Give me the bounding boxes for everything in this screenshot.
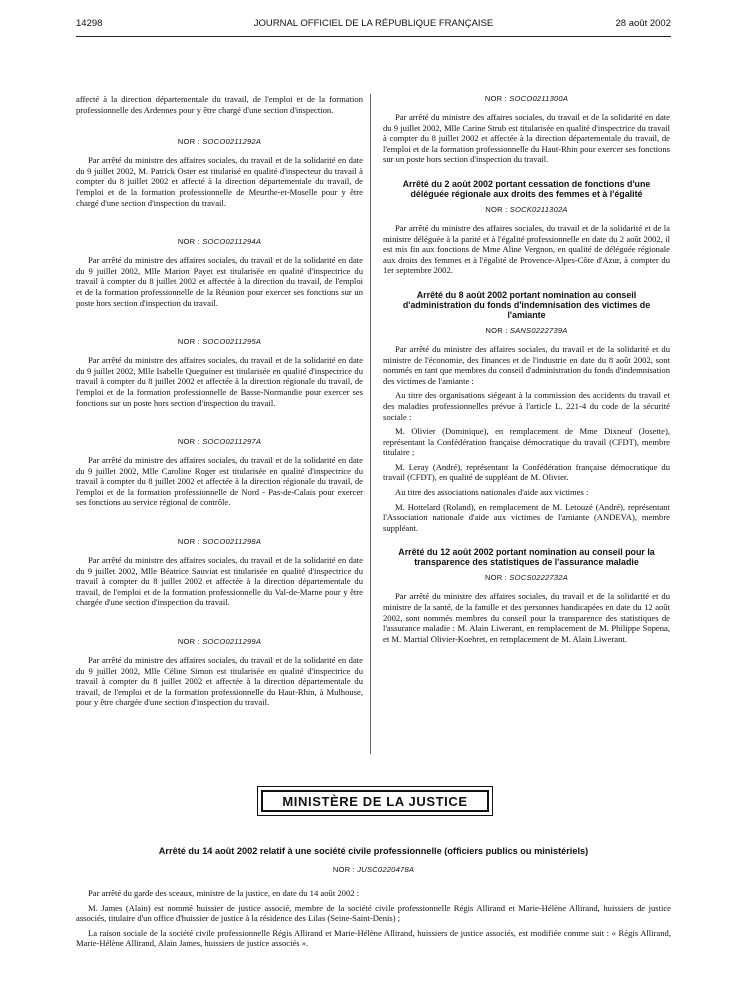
entry-paragraph: Par arrêté du ministre des affaires sociales, du travail et de la solidarité en date du 9 juillet 2002, Mlle Isabelle Queguiner est titularisée en qualité d'inspectrice du travail à compter du 8 juillet 2002 et affectée à la direction régionale du travail, de l'emploi et de la formation professionnelle de Basse-Normandie pour exercer ses fonctions sur un poste hors section d'inspection du travail. [76,355,363,408]
journal-title: JOURNAL OFFICIEL DE LA RÉPUBLIQUE FRANÇAISE [253,18,494,29]
arrete-title: Arrêté du 12 août 2002 portant nomination au conseil pour la transparence des statistiques de l'assurance maladie [398,547,655,568]
entry-paragraph: Par arrêté du ministre des affaires sociales, du travail et de la solidarité et de la ministre déléguée à la parité et à l'égalité professionnelle en date du 2 août 2002, il est mis fin aux fonctions de Mme Aline Vergnon, en qualité de déléguée régionale aux droits des femmes et à l'égalité de Provence-Alpes-Côte d'Azur, à compter du 1er septembre 2002. [383,222,670,276]
nor-reference: NOR : SOCO0211295A [177,337,262,347]
nor-reference: NOR : SOCO0211299A [177,637,262,647]
entry-paragraph: M. Leray (André), représentant la Confédération française démocratique du travail (CFDT), en qualité de suppléant de M. Olivier. [383,461,670,483]
entry-paragraph: Par arrêté du ministre des affaires sociales, du travail et de la solidarité et du ministre de l'économie, des finances et de l'industrie en date du 8 août 2002, sont nommés en tant que membres du conseil d'administration du fonds d'indemnisation des victimes de l'amiante : [383,343,670,386]
ministry-title-box [257,786,493,816]
entry-paragraph: Par arrêté du ministre des affaires sociales, du travail et de la solidarité et du ministre de la santé, de la famille et des personnes handicapées en date du 12 août 2002, sont nommés membres du conseil pour la transparence des statistiques de l'assurance maladie : M. Alain Liwerant, en remplacement de M. Philippe Sopena, et M. Martial Olivier-Koehret, en remplacement de M. Alain Liwerant. [383,591,670,644]
page-number: 14298 [76,18,103,29]
intro-paragraph: affecté à la direction départementale du travail, de l'emploi et de la formation professionnelle des Ardennes pour y être chargé d'une section d'inspection. [76,94,363,115]
nor-reference: NOR : SOCK0211302A [485,204,568,214]
entry-paragraph: M. Hottelard (Roland), en remplacement de M. Letouzé (André), représentant l'Association nationale d'aide aux victimes de l'amiante (ANDEVA), membre suppléant. [383,501,670,533]
entry-paragraph: Par arrêté du ministre des affaires sociales, du travail et de la solidarité en date du 9 juillet 2002, Mlle Marion Payet est titularisée en qualité d'inspectrice du travail à compter du 8 juillet 2002 et affectée à la direction du travail, de l'emploi et de la formation professionnelle de la Réunion pour exercer ses fonctions sur un poste hors section d'inspection du travail. [76,255,363,308]
nor-reference: NOR : SOCO0211294A [177,237,262,247]
entry-paragraph: M. James (Alain) est nommé huissier de justice associé, membre de la société civile professionnelle Régis Allirand et Marie-Hélène Allirand, huissiers de justice associés, titulaire d'un office d'huissier de justice à la résidence des Lilas (Seine-Saint-Denis) ; [76,902,671,924]
arrete-title: Arrêté du 2 août 2002 portant cessation de fonctions d'une déléguée régionale aux droits des femmes et à l'égalité [402,178,651,199]
entry-paragraph: Par arrêté du ministre des affaires sociales, du travail et de la solidarité en date du 9 juillet 2002, Mlle Béatrice Sauviat est titularisée en qualité d'inspectrice du travail à compter du 8 juillet 2002 et affectée à la direction départementale du travail, de l'emploi et de la formation professionnelle du Val-de-Marne pour y être chargée d'une section d'inspection du travail. [76,555,363,608]
entry-paragraph: Par arrêté du garde des sceaux, ministre de la justice, en date du 14 août 2002 : [88,888,360,898]
column-divider [370,94,371,754]
arrete-title: Arrêté du 8 août 2002 portant nomination au conseil d'administration du fonds d'indemnisation des victimes de l'amiante [402,289,651,320]
nor-reference: NOR : JUSC0220478A [332,865,415,874]
entry-paragraph: Au titre des organisations siégeant à la commission des accidents du travail et des maladies professionnelles prévue à l'article L. 221-4 du code de la sécurité sociale : [383,390,670,422]
issue-date: 28 août 2002 [615,18,671,29]
arrete-title: Arrêté du 14 août 2002 relatif à une société civile professionnelle (officiers publics ou ministériels) [158,846,589,856]
header-rule [76,36,671,37]
nor-reference: NOR : SANS0222739A [485,325,568,335]
nor-reference: NOR : SOCO0211300A [484,94,569,103]
entry-paragraph: La raison sociale de la société civile professionnelle Régis Allirand et Marie-Hélène Allirand, huissiers de justice associés, est modifiée comme suit : « Régis Allirand, Marie-Hélène Allirand, Alain James, huissiers de justice associés ». [76,927,671,949]
entry-paragraph: Au titre des associations nationales d'aide aux victimes : [395,487,589,498]
nor-reference: NOR : SOCO0211298A [177,537,262,547]
entry-paragraph: Par arrêté du ministre des affaires sociales, du travail et de la solidarité en date du 9 juillet 2002, M. Patrick Oster est titularisé en qualité d'inspecteur du travail à compter du 8 juillet 2002 et affecté à la direction départementale du travail, de l'emploi et de la formation professionnelle de Meurthe-et-Moselle pour y être chargé d'une section d'inspection du travail. [76,155,363,208]
justice-section [76,846,671,953]
ministry-title: MINISTÈRE DE LA JUSTICE [261,790,489,812]
right-column [383,94,670,648]
nor-reference: NOR : SOCO0211297A [177,437,262,447]
entry-paragraph: Par arrêté du ministre des affaires sociales, du travail et de la solidarité en date du 9 juillet 2002, Mlle Céline Simon est titularisée en qualité d'inspectrice du travail à compter du 8 juillet 2002 et affectée à la direction départementale du travail, de l'emploi et de la formation professionnelle du Haut-Rhin, à Mulhouse, pour y être chargée d'une section d'inspection du travail. [76,655,363,708]
entry-paragraph: Par arrêté du ministre des affaires sociales, du travail et de la solidarité en date du 9 juillet 2002, Mlle Carine Strub est titularisée en qualité d'inspectrice du travail à compter du 8 juillet 2002 et affectée à la direction départementale du travail, de l'emploi et de la formation professionnelle du Haut-Rhin pour exercer ses fonctions sur un poste hors section d'inspection du travail. [383,112,670,165]
nor-reference: NOR : SOCS0222732A [485,573,568,583]
left-column [76,94,363,712]
entry-paragraph: M. Olivier (Dominique), en remplacement de Mme Dixneuf (Josette), représentant la Confédération française démocratique du travail (CFDT), membre titulaire ; [383,426,670,458]
page-header [76,18,671,32]
nor-reference: NOR : SOCO0211292A [177,137,262,147]
entry-paragraph: Par arrêté du ministre des affaires sociales, du travail et de la solidarité en date du 9 juillet 2002, Mlle Caroline Roger est titularisée en qualité d'inspectrice du travail à compter du 8 juillet 2002 et affectée à la direction régionale du travail, de l'emploi et de la formation professionnelle de Nord - Pas-de-Calais pour exercer ses fonctions au service régional de contrôle. [76,455,363,508]
